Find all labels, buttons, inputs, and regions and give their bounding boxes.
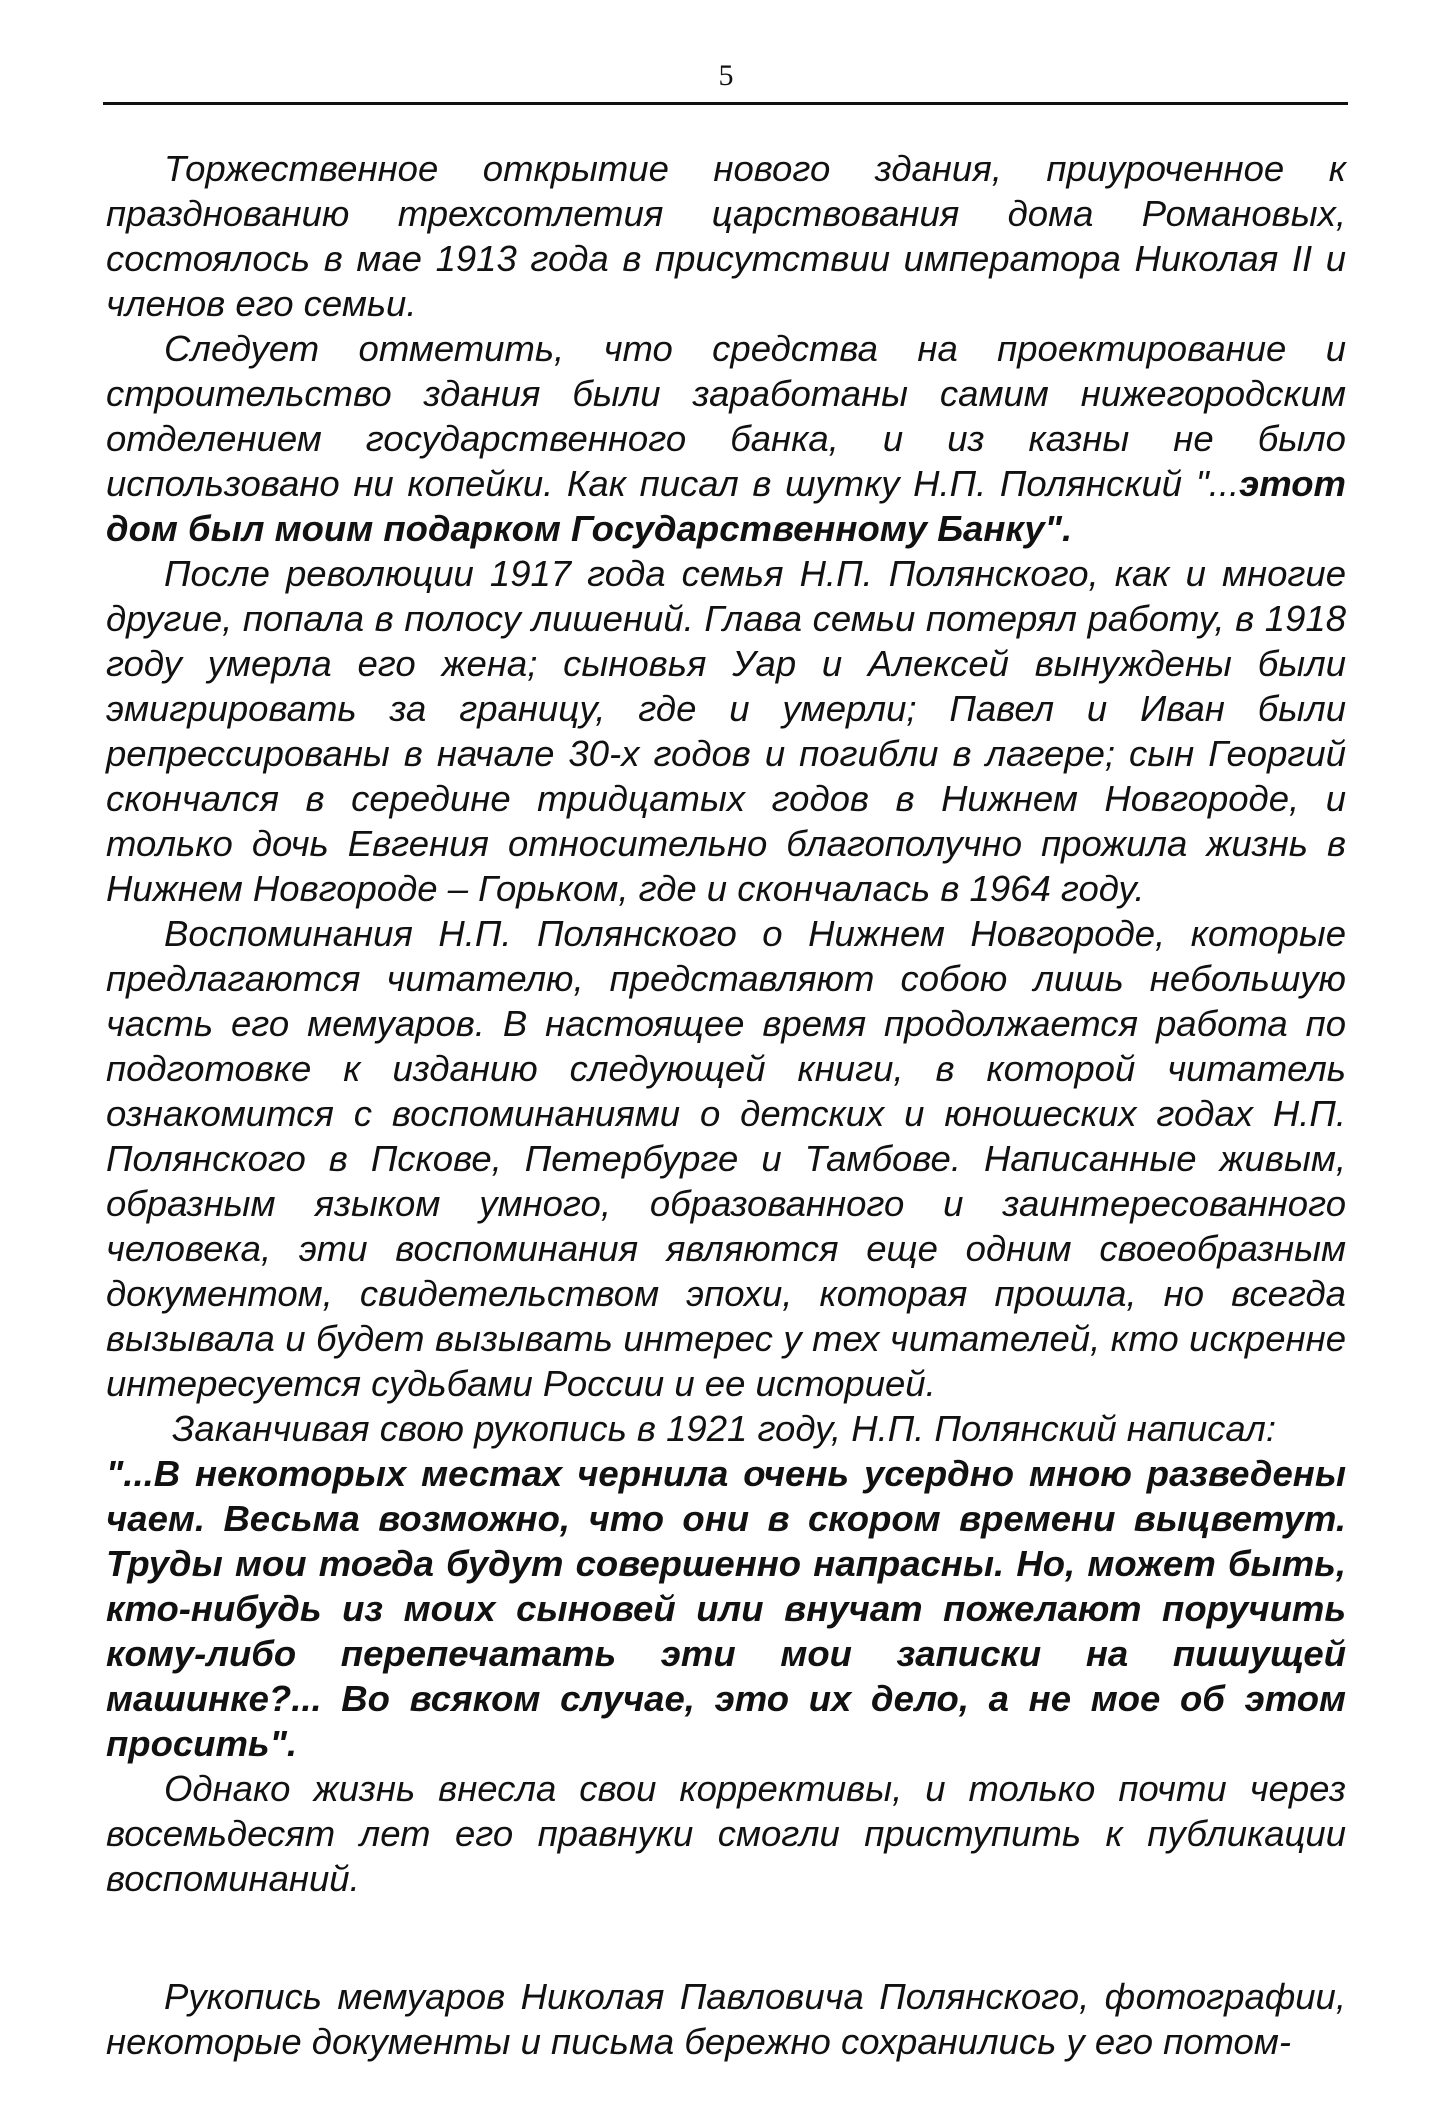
funding-text: Следует отметить, что средства на проектирование и строительство здания были заработаны самим нижегородским отделением государственного банка, и из казны не было использовано ни копейки. Как писал в шутку Н.П. Полянский "...: [106, 328, 1346, 504]
page-body: [106, 142, 1346, 2064]
paragraph-quote-intro: Заканчивая свою рукопись в 1921 году, Н.П. Полянский написал:: [172, 1408, 1277, 1449]
paragraph-opening-ceremony: Торжественное открытие нового здания, приуроченное к празднованию трехсотлетия царствования дома Романовых, состоялось в мае 1913 года в присутствии императора Николая II и членов его семьи.: [106, 148, 1346, 324]
header-rule: [103, 102, 1348, 105]
paragraph-memoirs: Воспоминания Н.П. Полянского о Нижнем Новгороде, которые предлагаются читателю, представляют собою лишь небольшую часть его мемуаров. В настоящее время продолжается работа по подготовке к изданию следующей книги, в которой читатель ознакомится с воспоминаниями о детских и юношеских годах Н.П. Полянского в Пскове, Петербурге и Тамбове. Написанные живым, образным языком умного, образованного и заинтересованного человека, эти воспоминания являются еще одним своеобразным документом, свидетельством эпохи, которая прошла, но всегда вызывала и будет вызывать интерес у тех читателей, кто искренне интересуется судьбами России и ее историей.: [106, 913, 1346, 1404]
paragraph-author-quote: "...В некоторых местах чернила очень усердно мною разведены чаем. Весьма возможно, что они в скором времени выцветут. Труды мои тогда будут совершенно напрасны. Но, может быть, кто-нибудь из моих сыновей или внучат пожелают поручить кому-либо перепечатать эти мои записки на пишущей машинке?... Во всяком случае, это их дело, а не мое об этом просить".: [106, 1453, 1346, 1764]
paragraph-manuscript: Рукопись мемуаров Николая Павловича Полянского, фотографии, некоторые документы и письма бережно сохранились у его потом-: [106, 1976, 1346, 2062]
paragraph-after-revolution: После революции 1917 года семья Н.П. Полянского, как и многие другие, попала в полосу лишений. Глава семьи потерял работу, в 1918 году умерла его жена; сыновья Уар и Алексей вынуждены были эмигрировать за границу, где и умерли; Павел и Иван были репрессированы в начале 30-х годов и погибли в лагере; сын Георгий скончался в середине тридцатых годов в Нижнем Новгороде, и только дочь Евгения относительно благополучно прожила жизнь в Нижнем Новгороде – Горьком, где и скончалась в 1964 году.: [106, 553, 1346, 909]
page-number: 5: [718, 59, 734, 92]
funding-quote: этот дом был моим подарком Государственному Банку".: [106, 463, 1346, 549]
paragraph-construction-funding: [106, 326, 1346, 551]
paragraph-publication: Однако жизнь внесла свои коррективы, и только почти через восемьдесят лет его правнуки смогли приступить к публикации воспоминаний.: [106, 1768, 1346, 1899]
